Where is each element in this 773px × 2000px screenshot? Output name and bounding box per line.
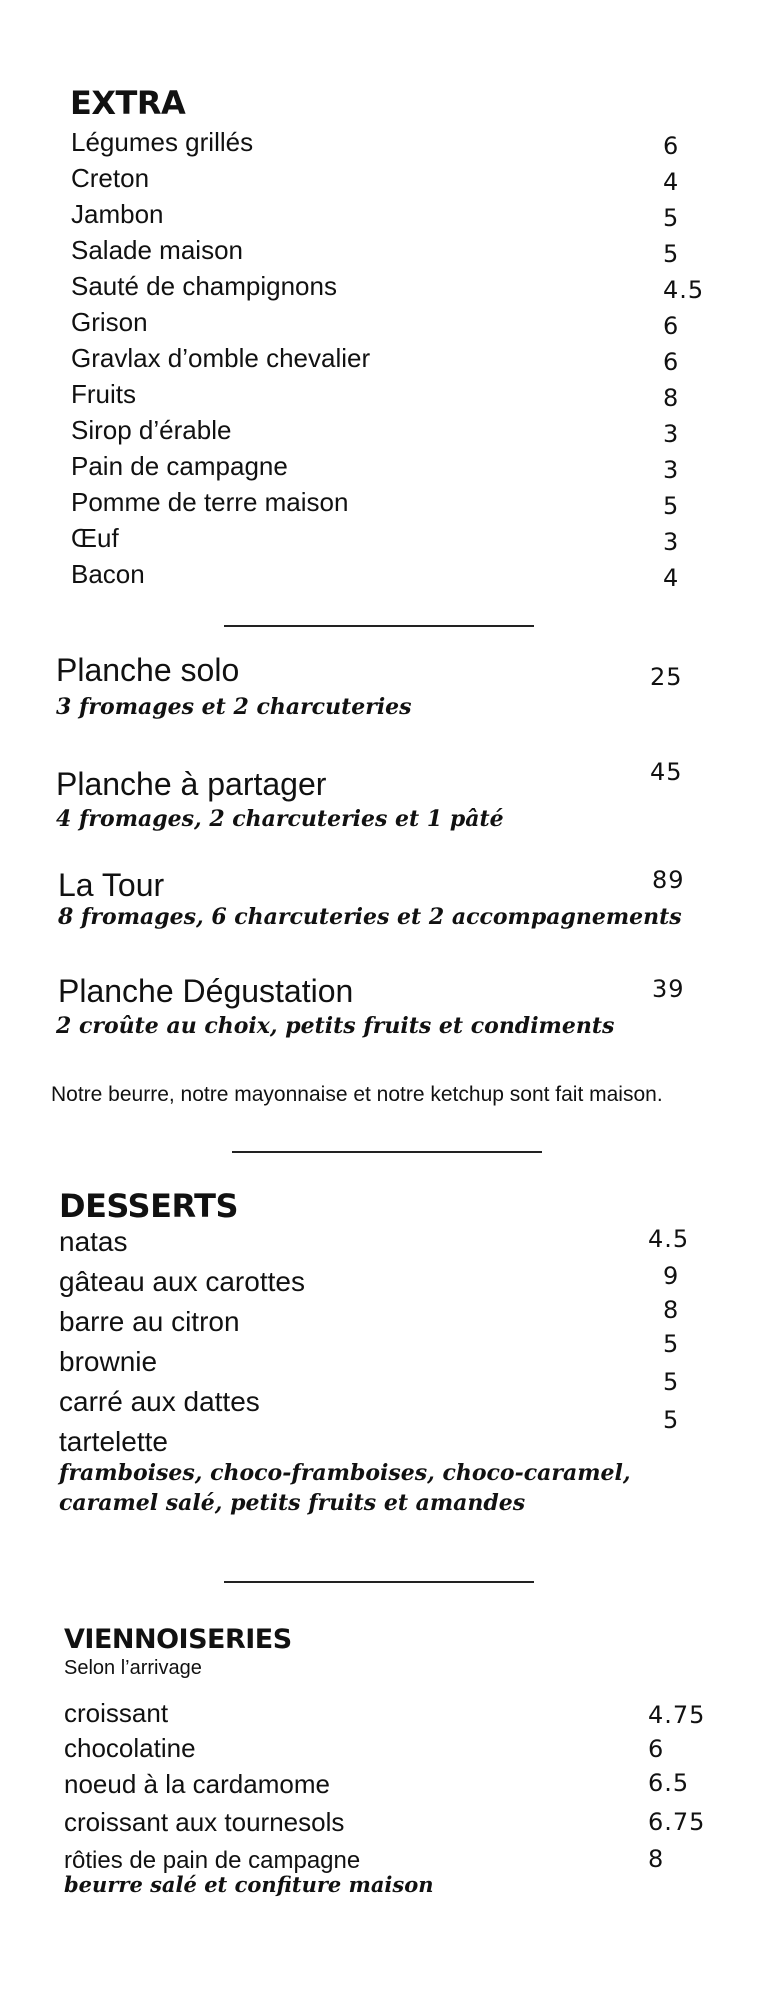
- price: 5: [663, 1368, 680, 1396]
- price: 6.5: [648, 1769, 690, 1797]
- list-item: tartelette: [59, 1426, 168, 1457]
- price: 6: [663, 348, 680, 376]
- price: 8: [663, 1296, 680, 1324]
- planche-name: Planche solo: [56, 652, 240, 688]
- divider: [224, 1581, 534, 1583]
- list-item: Œuf: [71, 523, 119, 553]
- price: 3: [663, 528, 680, 556]
- price: 4: [663, 168, 680, 196]
- price: 5: [663, 204, 680, 232]
- viennoiseries-subtitle: Selon l’arrivage: [64, 1657, 202, 1679]
- list-item: Grison: [71, 307, 148, 337]
- planche-description: 8 fromages, 6 charcuteries et 2 accompagnements: [58, 904, 682, 930]
- dessert-item-names: [59, 1222, 305, 1462]
- price: 4.75: [648, 1701, 706, 1729]
- price: 6.75: [648, 1808, 706, 1836]
- price: 3: [663, 456, 680, 484]
- planche-name: Planche à partager: [56, 766, 327, 802]
- planche-name: Planche Dégustation: [58, 973, 354, 1009]
- list-item: carré aux dattes: [59, 1386, 260, 1417]
- price: 39: [652, 975, 685, 1003]
- divider: [224, 625, 534, 627]
- price: 6: [663, 312, 680, 340]
- house-made-note: Notre beurre, notre mayonnaise et notre ketchup sont fait maison.: [51, 1083, 663, 1106]
- roties-description: beurre salé et confiture maison: [64, 1872, 434, 1897]
- list-item: Fruits: [71, 379, 136, 409]
- list-item: barre au citron: [59, 1306, 240, 1337]
- list-item: Creton: [71, 163, 150, 193]
- viennoiseries-title: VIENNOISERIES: [64, 1624, 292, 1655]
- price: 9: [663, 1262, 680, 1290]
- planche-description: 4 fromages, 2 charcuteries et 1 pâté: [56, 806, 504, 832]
- list-item: natas: [59, 1226, 128, 1257]
- list-item: Sauté de champignons: [71, 271, 337, 301]
- extra-item-names: [71, 124, 370, 592]
- planche-name: La Tour: [58, 867, 165, 903]
- price: 45: [650, 758, 683, 786]
- price: 4: [663, 564, 680, 592]
- price: 5: [663, 492, 680, 520]
- list-item: Gravlax d’omble chevalier: [71, 343, 371, 373]
- list-item: Pomme de terre maison: [71, 487, 349, 517]
- list-item: rôties de pain de campagne: [64, 1847, 361, 1874]
- desserts-title: DESSERTS: [59, 1187, 239, 1225]
- price: 4.5: [663, 276, 705, 304]
- tartelette-flavors: framboises, choco-framboises, choco-caramel,: [59, 1460, 631, 1486]
- price: 5: [663, 240, 680, 268]
- list-item: croissant aux tournesols: [64, 1807, 345, 1837]
- list-item: Bacon: [71, 559, 145, 589]
- price: 3: [663, 420, 680, 448]
- list-item: chocolatine: [64, 1733, 196, 1763]
- extra-title: EXTRA: [70, 84, 186, 122]
- price: 25: [650, 663, 683, 691]
- price: 6: [663, 132, 680, 160]
- price: 8: [648, 1845, 665, 1873]
- price: 89: [652, 866, 685, 894]
- divider: [232, 1151, 542, 1153]
- planche-description: 3 fromages et 2 charcuteries: [56, 694, 412, 720]
- price: 6: [648, 1735, 665, 1763]
- list-item: Pain de campagne: [71, 451, 288, 481]
- price: 4.5: [648, 1225, 690, 1253]
- list-item: Salade maison: [71, 235, 243, 265]
- tartelette-flavors: caramel salé, petits fruits et amandes: [59, 1490, 526, 1516]
- price: 5: [663, 1406, 680, 1434]
- price: 8: [663, 384, 680, 412]
- planche-description: 2 croûte au choix, petits fruits et condiments: [56, 1013, 615, 1039]
- list-item: noeud à la cardamome: [64, 1769, 330, 1799]
- list-item: brownie: [59, 1346, 158, 1377]
- list-item: croissant: [64, 1698, 169, 1728]
- list-item: gâteau aux carottes: [59, 1266, 305, 1297]
- list-item: Sirop d’érable: [71, 415, 232, 445]
- extra-item-prices: [663, 128, 704, 596]
- price: 5: [663, 1330, 680, 1358]
- list-item: Jambon: [71, 199, 164, 229]
- list-item: Légumes grillés: [71, 127, 254, 157]
